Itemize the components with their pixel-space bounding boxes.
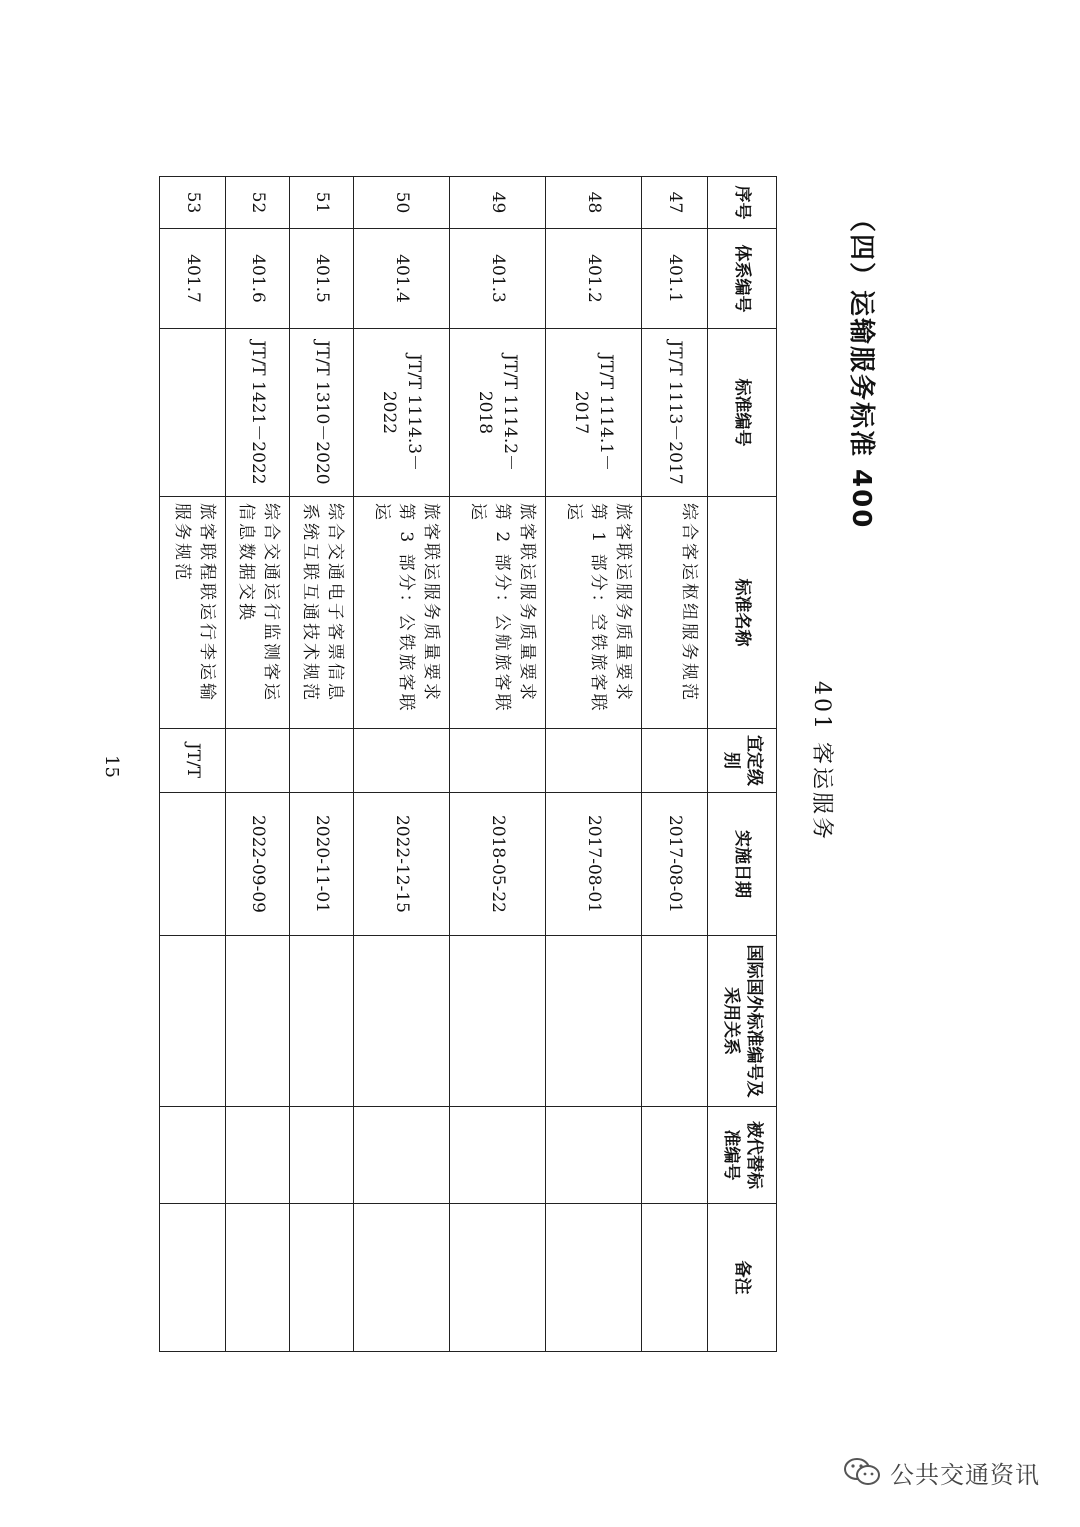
cell-remarks (160, 1204, 226, 1352)
cell-system-no: 401.2 (546, 229, 642, 329)
header-replaced: 被代替标准编号 (708, 1107, 777, 1204)
wechat-icon (842, 1456, 882, 1488)
cell-impl-date: 2017-08-01 (642, 793, 708, 936)
cell-standard-name: 综合客运枢纽服务规范 (642, 497, 708, 729)
cell-remarks (226, 1204, 290, 1352)
cell-impl-date: 2018-05-22 (450, 793, 546, 936)
cell-level (450, 729, 546, 793)
header-system-no: 体系编号 (708, 229, 777, 329)
cell-system-no: 401.1 (642, 229, 708, 329)
cell-seq: 51 (290, 177, 354, 229)
table-row (450, 177, 546, 1352)
cell-remarks (354, 1204, 450, 1352)
watermark (842, 1450, 1040, 1494)
header-standard-name: 标准名称 (708, 497, 777, 729)
section-title: （四）运输服务标准 400 (846, 206, 876, 530)
cell-intl (226, 936, 290, 1107)
watermark-text: 公共交通资讯 (890, 1460, 1040, 1489)
cell-seq: 49 (450, 177, 546, 229)
table-row (354, 177, 450, 1352)
cell-intl (450, 936, 546, 1107)
cell-intl (354, 936, 450, 1107)
cell-intl (160, 936, 226, 1107)
cell-standard-name: 旅客联运服务质量要求第 3 部分：公铁旅客联运 (354, 497, 450, 729)
cell-standard-name: 综合交通运行监测客运信息数据交换 (226, 497, 290, 729)
table-row (642, 177, 708, 1352)
cell-seq: 48 (546, 177, 642, 229)
standards-table (159, 176, 777, 1352)
header-level: 宜定级别 (708, 729, 777, 793)
cell-remarks (546, 1204, 642, 1352)
cell-seq: 53 (160, 177, 226, 229)
cell-standard-no: JT/T 1114.2－2018 (450, 329, 546, 497)
cell-standard-no: JT/T 1310－2020 (290, 329, 354, 497)
header-seq: 序号 (708, 177, 777, 229)
cell-level (290, 729, 354, 793)
cell-remarks (450, 1204, 546, 1352)
cell-intl (290, 936, 354, 1107)
cell-standard-name: 旅客联运服务质量要求第 1 部分：空铁旅客联运 (546, 497, 642, 729)
cell-replaced (354, 1107, 450, 1204)
cell-level (354, 729, 450, 793)
table-row (546, 177, 642, 1352)
header-intl: 国际国外标准编号及采用关系 (708, 936, 777, 1107)
cell-system-no: 401.3 (450, 229, 546, 329)
cell-level (642, 729, 708, 793)
table-header-row (708, 177, 777, 1352)
rotated-page-content (165, 176, 876, 1351)
cell-system-no: 401.6 (226, 229, 290, 329)
page-number: 15 (100, 755, 122, 778)
cell-impl-date: 2022-09-09 (226, 793, 290, 936)
cell-remarks (290, 1204, 354, 1352)
cell-standard-name: 旅客联程联运行李运输服务规范 (160, 497, 226, 729)
cell-standard-no: JT/T 1421－2022 (226, 329, 290, 497)
cell-system-no: 401.4 (354, 229, 450, 329)
cell-impl-date (160, 793, 226, 936)
subsection-title: 401 客运服务 (809, 681, 834, 842)
cell-seq: 50 (354, 177, 450, 229)
cell-replaced (226, 1107, 290, 1204)
cell-standard-no (160, 329, 226, 497)
cell-seq: 52 (226, 177, 290, 229)
cell-standard-name: 综合交通电子客票信息系统互联互通技术规范 (290, 497, 354, 729)
cell-system-no: 401.5 (290, 229, 354, 329)
cell-standard-no: JT/T 1114.3－2022 (354, 329, 450, 497)
header-remarks: 备注 (708, 1204, 777, 1352)
cell-replaced (546, 1107, 642, 1204)
cell-standard-no: JT/T 1113－2017 (642, 329, 708, 497)
cell-impl-date: 2017-08-01 (546, 793, 642, 936)
cell-replaced (290, 1107, 354, 1204)
cell-level: JT/T (160, 729, 226, 793)
header-impl-date: 实施日期 (708, 793, 777, 936)
table-row (290, 177, 354, 1352)
cell-intl (642, 936, 708, 1107)
table-row (226, 177, 290, 1352)
cell-system-no: 401.7 (160, 229, 226, 329)
cell-level (226, 729, 290, 793)
cell-standard-name: 旅客联运服务质量要求第 2 部分：公航旅客联运 (450, 497, 546, 729)
cell-remarks (642, 1204, 708, 1352)
cell-impl-date: 2022-12-15 (354, 793, 450, 936)
cell-replaced (642, 1107, 708, 1204)
cell-impl-date: 2020-11-01 (290, 793, 354, 936)
cell-seq: 47 (642, 177, 708, 229)
cell-replaced (450, 1107, 546, 1204)
table-row (160, 177, 226, 1352)
header-standard-no: 标准编号 (708, 329, 777, 497)
cell-replaced (160, 1107, 226, 1204)
cell-standard-no: JT/T 1114.1－2017 (546, 329, 642, 497)
cell-level (546, 729, 642, 793)
cell-intl (546, 936, 642, 1107)
